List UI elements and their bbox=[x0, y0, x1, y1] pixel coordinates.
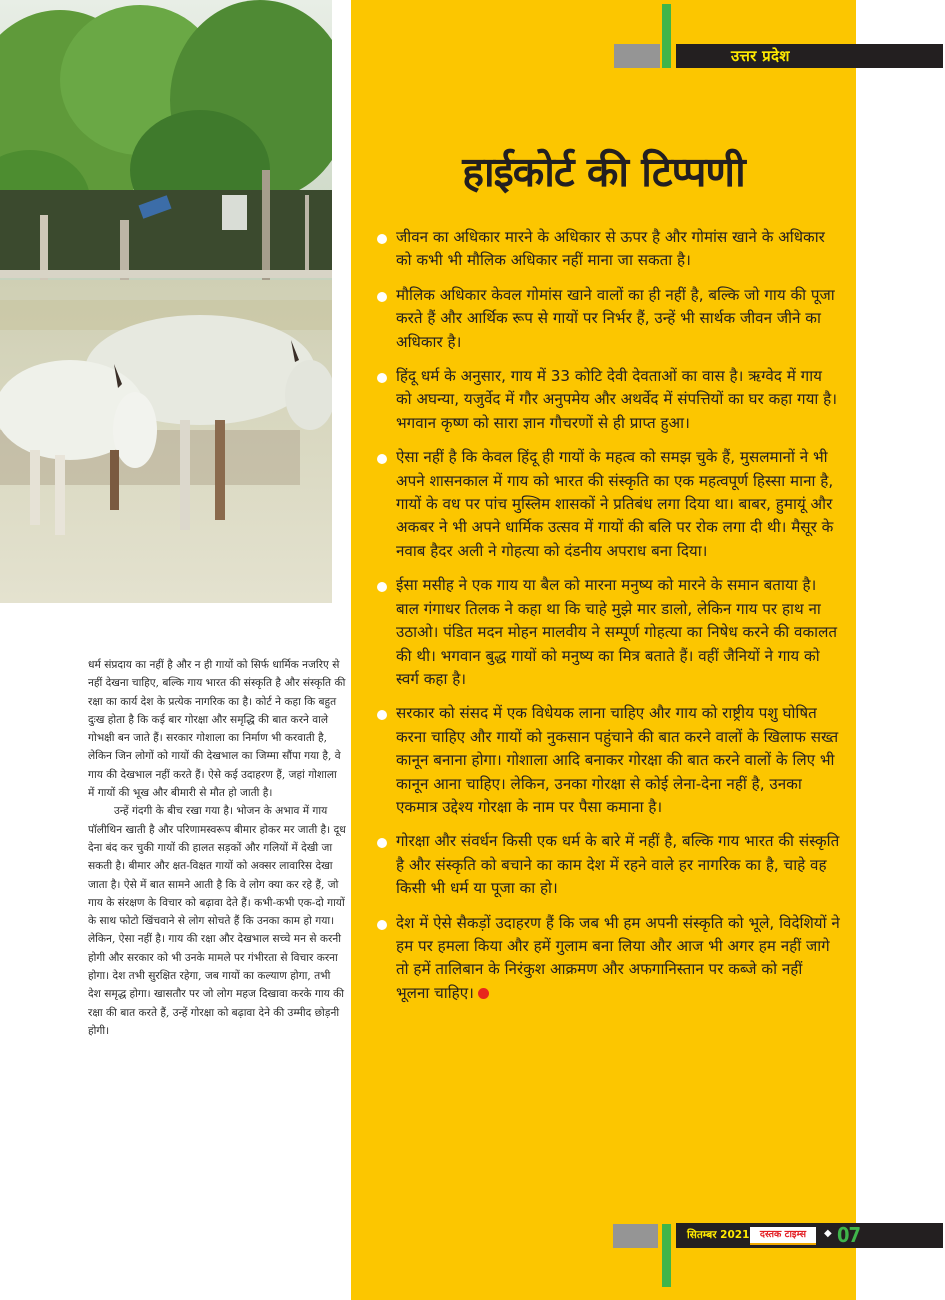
left-paragraph: उन्हें गंदगी के बीच रखा गया है। भोजन के अभाव में गाय पॉलीथिन खाती है और परिणामस्वरूप बीमार होकर मर जाती है। दूध देना बंद कर चुकी गायों की हालत सड़कों और गलियों में देखी जा सकती है। बीमार और क्षत-विक्षत गायों को अक्सर लावारिस देखा जाता है। ऐसे में बात सामने आती है कि वे लोग क्या कर रहे हैं, जो गाय के संरक्षण के विचार को बढ़ावा देते हैं। कभी-कभी एक-दो गायों के साथ फोटो खिंचवाने से लोग सोचते हैं कि उनका काम हो गया। लेकिन, ऐसा नहीं है। गाय की रक्षा और देखभाल सच्चे मन से करनी होगी और सरकार को भी उनके मामले पर गंभीरता से विचार करना होगा। देश तभी सुरक्षित रहेगा, जब गायों का कल्याण होगा, तभी देश समृद्ध होगा। खासतौर पर जो लोग महज दिखावा करके गाय की रक्षा की बात करते हैं, उन्हें गोरक्षा को बढ़ावा देने की उम्मीद छोड़नी होगी। bbox=[88, 805, 346, 1037]
bullet-dot-icon bbox=[377, 582, 387, 592]
section-tag-label: उत्तर प्रदेश bbox=[731, 47, 790, 65]
footer-green-rule bbox=[662, 1224, 671, 1287]
bullet-text: ऐसा नहीं है कि केवल हिंदू ही गायों के महत्व को समझ चुके हैं, मुसलमानों ने भी अपने शासनकाल में गाय को भारत की संस्कृति का एक महत्वपूर्ण हिस्सा माना है, गायों के वध पर पांच मुस्लिम शासकों ने प्रतिबंध लगा दिया था। बाबर, हुमायूं और अकबर ने भी अपने धार्मिक उत्सव में गायों की बलि पर रोक लगा दी थी। मैसूर के नवाब हैदर अली ने गोहत्या को दंडनीय अपराध बना दिया। bbox=[396, 448, 834, 560]
diamond-separator-icon: ◆ bbox=[824, 1228, 832, 1239]
bullet-item bbox=[375, 446, 840, 563]
bullet-text: ईसा मसीह ने एक गाय या बैल को मारना मनुष्य को मारने के समान बताया है। बाल गंगाधर तिलक ने कहा था कि चाहे मुझे मार डालो, लेकिन गाय पर हाथ ना उठाओ। पंडित मदन मोहन मालवीय ने सम्पूर्ण गोहत्या का निषेध करने की वकालत की थी। भगवान बुद्ध गायों को मनुष्य का मित्र बताते हैं। वहीं जैनियों ने गाय को स्वर्ग कहा है। bbox=[396, 576, 838, 688]
bullet-dot-icon bbox=[377, 373, 387, 383]
bullet-dot-icon bbox=[377, 454, 387, 464]
left-column-text bbox=[88, 656, 346, 1040]
bullet-text: जीवन का अधिकार मारने के अधिकार से ऊपर है और गोमांस खाने के अधिकार को कभी भी मौलिक अधिकार नहीं माना जा सकता है। bbox=[396, 228, 825, 270]
publication-name: दस्तक टाइम्स bbox=[759, 1229, 807, 1240]
bullet-text: गोरक्षा और संवर्धन किसी एक धर्म के बारे में नहीं है, बल्कि गाय भारत की संस्कृति है और संस्कृति को बचाने का काम देश में रहने वाले हर नागरिक का है, चाहे वह किसी भी धर्म या पूजा का हो। bbox=[396, 832, 840, 898]
bullet-item bbox=[375, 912, 840, 1006]
section-tag bbox=[676, 44, 943, 68]
bullet-dot-icon bbox=[377, 838, 387, 848]
section-tag-green-rule bbox=[662, 4, 671, 68]
page-number: 07 bbox=[837, 1223, 861, 1247]
bullet-item bbox=[375, 574, 840, 691]
bullet-item bbox=[375, 702, 840, 819]
cows-photo-illustration bbox=[0, 0, 332, 603]
footer-grey-block bbox=[613, 1224, 658, 1248]
bullet-dot-icon bbox=[377, 234, 387, 244]
bullet-dot-icon bbox=[377, 710, 387, 720]
bullet-dot-icon bbox=[377, 920, 387, 930]
article-photo bbox=[0, 0, 332, 603]
bullet-item bbox=[375, 226, 840, 273]
footer-date: सितम्बर 2021 bbox=[687, 1229, 750, 1241]
bullet-list bbox=[375, 226, 840, 1016]
bullet-dot-icon bbox=[377, 292, 387, 302]
bullet-item bbox=[375, 365, 840, 435]
bullet-text: मौलिक अधिकार केवल गोमांस खाने वालों का ही नहीं है, बल्कि जो गाय की पूजा करते हैं और आर्थिक रूप से गायों पर निर्भर हैं, उन्हें भी सार्थक जीवन जीने का अधिकार है। bbox=[396, 285, 835, 351]
bullet-item bbox=[375, 830, 840, 900]
page-footer bbox=[676, 1223, 943, 1248]
section-tag-grey-block bbox=[614, 44, 660, 68]
bullet-text: देश में ऐसे सैकड़ों उदाहरण हैं कि जब भी हम अपनी संस्कृति को भूले, विदेशियों ने हम पर हमला किया और हमें गुलाम बना लिया और आज भी अगर हम नहीं जागे तो हमें तालिबान के निरंकुश आक्रमण और अफगानिस्तान पर कब्जे को नहीं भूलना चाहिए। bbox=[396, 913, 840, 1002]
bullet-text: सरकार को संसद में एक विधेयक लाना चाहिए और गाय को राष्ट्रीय पशु घोषित करना चाहिए और गायों को नुकसान पहुंचाने की बात करने वालों के खिलाफ सख्त कानून बनाना होगा। गोशाला आदि बनाकर गोरक्षा की बात करने वालों के लिए भी कानून आना चाहिए। लेकिन, उनका गोरक्षा से कोई लेना-देना नहीं है, उनका एकमात्र उद्देश्य गोरक्षा के नाम पर पैसा कमाना है। bbox=[396, 704, 839, 816]
publication-logo bbox=[750, 1227, 816, 1245]
end-mark-icon bbox=[478, 988, 489, 999]
bullet-text: हिंदू धर्म के अनुसार, गाय में 33 कोटि देवी देवताओं का वास है। ऋग्वेद में गाय को अघन्या, यजुर्वेद में गौर अनुपमेय और अथर्वेद में संपत्तियों का घर कहा गया है। भगवान कृष्ण को सारा ज्ञान गौचरणों से ही प्राप्त हुआ। bbox=[396, 367, 837, 432]
panel-heading: हाईकोर्ट की टिप्पणी bbox=[462, 148, 745, 196]
left-paragraph: धर्म संप्रदाय का नहीं है और न ही गायों को सिर्फ धार्मिक नजरिए से नहीं देखना चाहिए, बल्कि गाय भारत की संस्कृति है और संस्कृति की रक्षा का कार्य देश के प्रत्येक नागरिक का है। कोर्ट ने कहा कि बहुत दुःख होता है कि कई बार गोरक्षा और समृद्धि की बात करने वाले गोभक्षी बन जाते हैं। सरकार गोशाला का निर्माण भी करवाती है, लेकिन जिन लोगों को गायों की देखभाल का जिम्मा सौंपा गया है, वे गाय की देखभाल नहीं करते हैं। ऐसे कई उदाहरण हैं, जहां गोशाला में गायों की भूख और बीमारी से मौत हो जाती है। bbox=[88, 659, 346, 800]
bullet-item bbox=[375, 284, 840, 354]
